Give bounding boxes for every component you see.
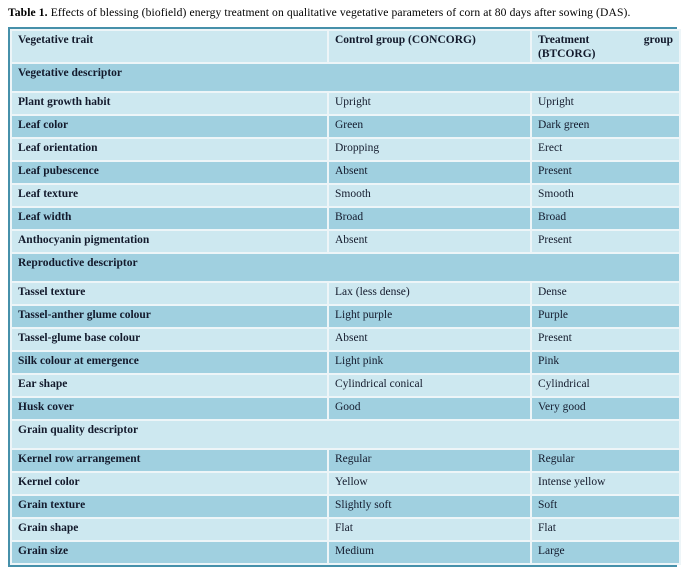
treatment-value-cell: Very good	[531, 397, 680, 420]
trait-cell: Leaf texture	[11, 184, 328, 207]
control-value-cell: Regular	[328, 449, 531, 472]
trait-cell: Kernel row arrangement	[11, 449, 328, 472]
table-row-silk-colour-at-emergence	[11, 351, 680, 374]
control-value-cell: Flat	[328, 518, 531, 541]
treatment-value-cell: Upright	[531, 92, 680, 115]
table-row-leaf-pubescence	[11, 161, 680, 184]
trait-cell: Tassel texture	[11, 282, 328, 305]
control-value-cell: Slightly soft	[328, 495, 531, 518]
header-cell-control: Control group (CONCORG)	[328, 30, 531, 62]
section-row-grain-quality-descriptor	[11, 420, 680, 449]
trait-cell: Plant growth habit	[11, 92, 328, 115]
table-row-husk-cover	[11, 397, 680, 420]
treatment-value-cell: Smooth	[531, 184, 680, 207]
control-value-cell: Light purple	[328, 305, 531, 328]
table-row-plant-growth-habit	[11, 92, 680, 115]
control-value-cell: Cylindrical conical	[328, 374, 531, 397]
control-value-cell: Broad	[328, 207, 531, 230]
trait-cell: Anthocyanin pigmentation	[11, 230, 328, 253]
table-row-grain-size	[11, 541, 680, 564]
trait-cell: Leaf orientation	[11, 138, 328, 161]
table-row-tassel-texture	[11, 282, 680, 305]
header-treatment-line2: (BTCORG)	[538, 47, 596, 60]
table-row-anthocyanin-pigmentation	[11, 230, 680, 253]
control-value-cell: Medium	[328, 541, 531, 564]
table-row-leaf-width	[11, 207, 680, 230]
section-label: Grain quality descriptor	[11, 420, 680, 449]
trait-cell: Silk colour at emergence	[11, 351, 328, 374]
control-value-cell: Absent	[328, 161, 531, 184]
treatment-value-cell: Cylindrical	[531, 374, 680, 397]
section-label: Vegetative descriptor	[11, 63, 680, 92]
trait-cell: Leaf width	[11, 207, 328, 230]
table-row-leaf-texture	[11, 184, 680, 207]
control-value-cell: Upright	[328, 92, 531, 115]
control-value-cell: Absent	[328, 230, 531, 253]
trait-cell: Leaf color	[11, 115, 328, 138]
control-value-cell: Smooth	[328, 184, 531, 207]
treatment-value-cell: Purple	[531, 305, 680, 328]
treatment-value-cell: Dense	[531, 282, 680, 305]
control-value-cell: Light pink	[328, 351, 531, 374]
table-row-kernel-color	[11, 472, 680, 495]
trait-cell: Grain size	[11, 541, 328, 564]
control-value-cell: Absent	[328, 328, 531, 351]
treatment-value-cell: Intense yellow	[531, 472, 680, 495]
trait-cell: Tassel-glume base colour	[11, 328, 328, 351]
table-caption	[0, 0, 687, 20]
treatment-value-cell: Dark green	[531, 115, 680, 138]
section-row-vegetative-descriptor	[11, 63, 680, 92]
treatment-value-cell: Present	[531, 161, 680, 184]
control-value-cell: Yellow	[328, 472, 531, 495]
trait-cell: Grain texture	[11, 495, 328, 518]
treatment-value-cell: Present	[531, 230, 680, 253]
trait-cell: Tassel-anther glume colour	[11, 305, 328, 328]
treatment-value-cell: Regular	[531, 449, 680, 472]
data-table	[10, 29, 681, 564]
header-cell-trait: Vegetative trait	[11, 30, 328, 62]
treatment-value-cell: Pink	[531, 351, 680, 374]
treatment-value-cell: Flat	[531, 518, 680, 541]
treatment-value-cell: Present	[531, 328, 680, 351]
table-row-kernel-row-arrangement	[11, 449, 680, 472]
table-caption-label: Table 1.	[8, 6, 48, 19]
control-value-cell: Dropping	[328, 138, 531, 161]
treatment-value-cell: Soft	[531, 495, 680, 518]
table-row-tassel-anther-glume-colour	[11, 305, 680, 328]
header-cell-treatment	[531, 30, 680, 62]
section-label: Reproductive descriptor	[11, 253, 680, 282]
header-row	[11, 30, 680, 62]
trait-cell: Ear shape	[11, 374, 328, 397]
control-value-cell: Good	[328, 397, 531, 420]
table-caption-text: Effects of blessing (biofield) energy treatment on qualitative vegetative parameters of corn at 80 days after sowing (DAS).	[50, 6, 631, 19]
table-row-leaf-color	[11, 115, 680, 138]
control-value-cell: Green	[328, 115, 531, 138]
table-row-grain-texture	[11, 495, 680, 518]
table-row-ear-shape	[11, 374, 680, 397]
table-row-leaf-orientation	[11, 138, 680, 161]
treatment-value-cell: Large	[531, 541, 680, 564]
section-row-reproductive-descriptor	[11, 253, 680, 282]
treatment-value-cell: Erect	[531, 138, 680, 161]
trait-cell: Leaf pubescence	[11, 161, 328, 184]
data-table-container	[8, 27, 677, 566]
trait-cell: Kernel color	[11, 472, 328, 495]
header-treatment-line1: Treatment group	[538, 34, 673, 47]
trait-cell: Husk cover	[11, 397, 328, 420]
table-row-grain-shape	[11, 518, 680, 541]
table-row-tassel-glume-base-colour	[11, 328, 680, 351]
control-value-cell: Lax (less dense)	[328, 282, 531, 305]
trait-cell: Grain shape	[11, 518, 328, 541]
treatment-value-cell: Broad	[531, 207, 680, 230]
